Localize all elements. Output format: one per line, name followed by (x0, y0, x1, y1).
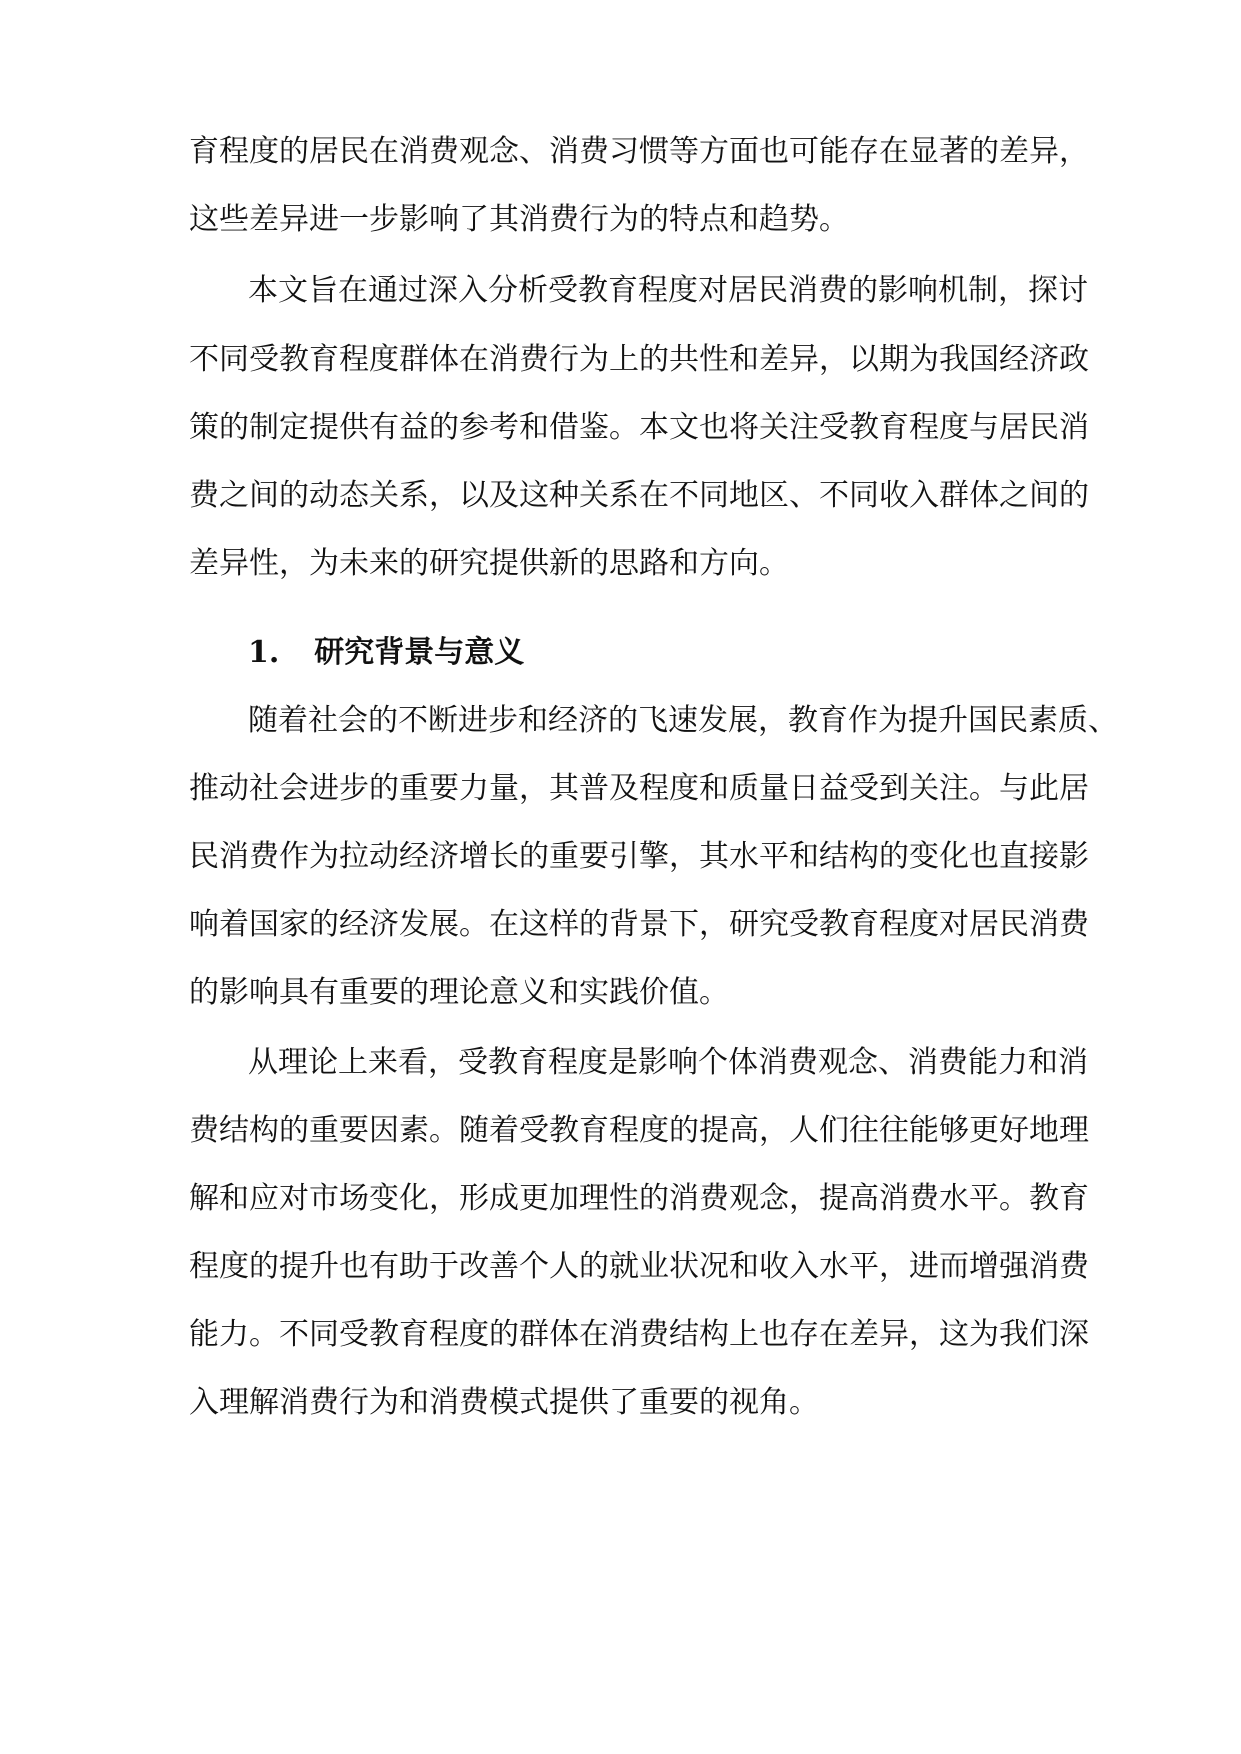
text-line: 民消费作为拉动经济增长的重要引擎，其水平和结构的变化也直接影 (189, 839, 1089, 874)
text-line: 从理论上来看，受教育程度是影响个体消费观念、消费能力和消 (248, 1045, 1088, 1080)
text-line: 程度的提升也有助于改善个人的就业状况和收入水平，进而增强消费 (189, 1249, 1089, 1284)
section-number: 1. (248, 635, 280, 670)
section-title: 研究背景与意义 (314, 635, 525, 670)
text-line: 能力。不同受教育程度的群体在消费结构上也存在差异，这为我们深 (189, 1317, 1089, 1352)
text-line: 解和应对市场变化，形成更加理性的消费观念，提高消费水平。教育 (189, 1181, 1089, 1216)
section-heading (248, 633, 524, 673)
text-line: 差异性，为未来的研究提供新的思路和方向。 (189, 546, 789, 581)
text-line: 策的制定提供有益的参考和借鉴。本文也将关注受教育程度与居民消 (189, 410, 1089, 445)
text-line: 推动社会进步的重要力量，其普及程度和质量日益受到关注。与此居 (189, 771, 1089, 806)
text-line: 育程度的居民在消费观念、消费习惯等方面也可能存在显著的差异， (189, 134, 1089, 169)
text-line: 的影响具有重要的理论意义和实践价值。 (189, 975, 729, 1010)
text-line: 本文旨在通过深入分析受教育程度对居民消费的影响机制，探讨 (248, 273, 1088, 308)
text-line: 不同受教育程度群体在消费行为上的共性和差异，以期为我国经济政 (189, 342, 1089, 377)
text-line: 这些差异进一步影响了其消费行为的特点和趋势。 (189, 202, 849, 237)
text-line: 入理解消费行为和消费模式提供了重要的视角。 (189, 1385, 819, 1420)
text-line: 响着国家的经济发展。在这样的背景下，研究受教育程度对居民消费 (189, 907, 1089, 942)
text-line: 费结构的重要因素。随着受教育程度的提高，人们往往能够更好地理 (189, 1113, 1089, 1148)
text-line: 随着社会的不断进步和经济的飞速发展，教育作为提升国民素质、 (248, 703, 1118, 738)
text-line: 费之间的动态关系，以及这种关系在不同地区、不同收入群体之间的 (189, 478, 1089, 513)
